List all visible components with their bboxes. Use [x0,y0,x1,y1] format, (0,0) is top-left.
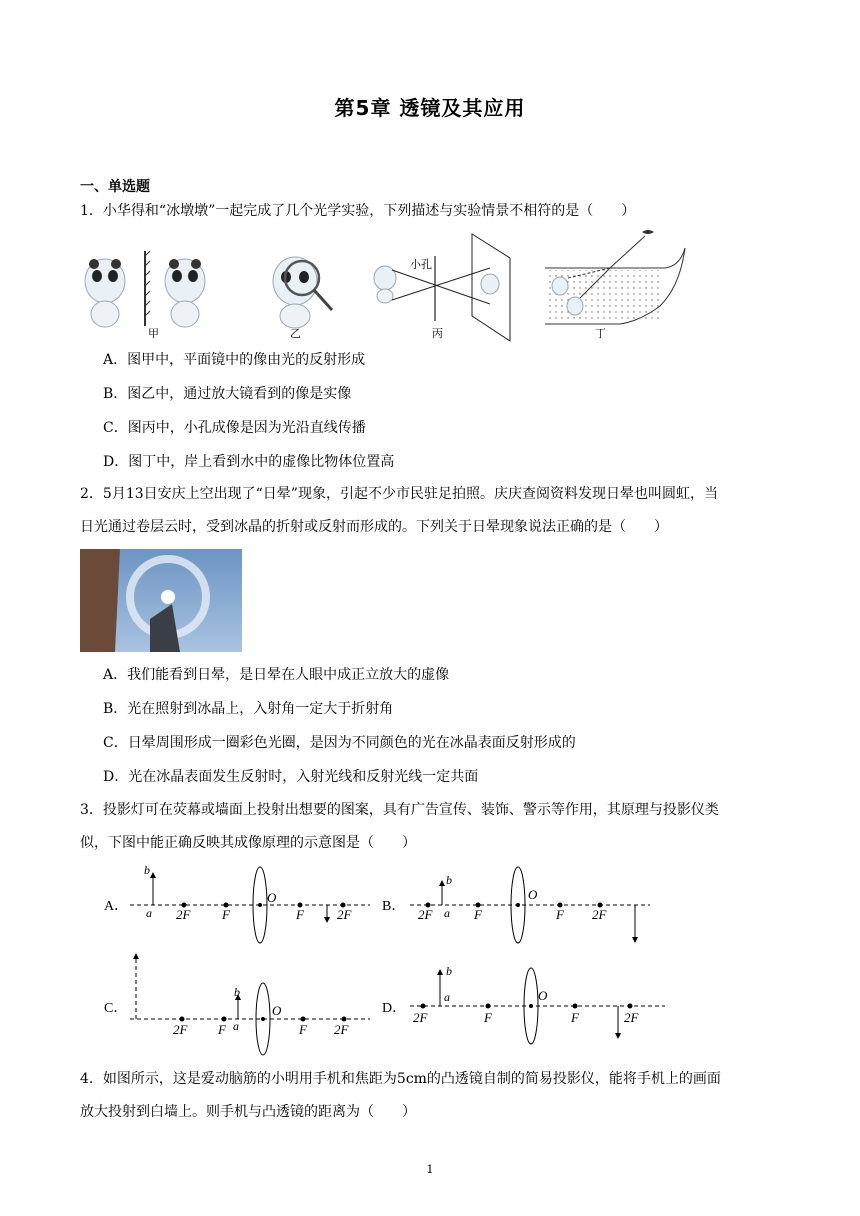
pinhole-label: 小孔 [410,259,432,271]
svg-text:F: F [556,907,564,922]
question-3-stem-line-1: 3．投影灯可在荧幕或墙面上投射出想要的图案，具有广告宣传、装饰、警示等作用，其原理与投影仪类 [80,802,719,818]
svg-text:F: F [222,907,230,922]
svg-text:2F: 2F [413,1010,428,1025]
svg-text:b: b [446,964,452,978]
question-1-option-b: B．图乙中，通过放大镜看到的像是实像 [103,386,352,402]
question-1-stem: 1．小华得和“冰墩墩”一起完成了几个光学实验，下列描述与实验情景不相符的是（ ） [80,203,636,219]
question-2-option-c: C．日晕周围形成一圈彩色光圈，是因为不同颜色的光在冰晶表面反射形成的 [103,735,576,751]
section-heading: 一、单选题 [80,179,150,195]
svg-text:2F: 2F [176,907,191,922]
panda-reflection-icon [165,259,205,327]
svg-text:O: O [528,887,538,902]
figure-label-bing: 丙 [432,328,443,340]
svg-text:2F: 2F [337,907,352,922]
svg-text:F: F [296,907,304,922]
question-1-option-a: A．图甲中，平面镜中的像由光的反射形成 [103,352,366,368]
svg-text:F: F [218,1022,226,1037]
question-4-stem-line-2: 放大投射到白墙上。则手机与凸透镜的距离为（ ） [80,1104,416,1120]
diagram-a-label: A． [104,899,129,914]
water-refraction-diagram [545,230,685,324]
svg-text:a: a [444,906,450,920]
panda-magnifier-icon [273,257,332,328]
svg-text:a: a [233,1019,239,1033]
svg-text:F: F [299,1022,307,1037]
svg-text:2F: 2F [334,1022,349,1037]
svg-text:a: a [444,990,450,1004]
diagram-c-label: C． [104,1001,128,1016]
diagram-b-label: B． [382,899,406,914]
question-1-option-c: C．图丙中，小孔成像是因为光沿直线传播 [103,420,366,436]
sun-halo-photo [80,549,242,652]
panda-icon [85,259,125,327]
question-3-lens-diagrams [100,860,670,1060]
question-2-option-d: D．光在冰晶表面发生反射时，入射光线和反射光线一定共面 [103,769,479,785]
diagram-d-label: D． [382,1001,407,1016]
svg-text:O: O [538,988,548,1003]
svg-text:O: O [272,1003,282,1018]
svg-text:O: O [267,890,277,905]
question-1-figure [80,226,690,346]
svg-text:F: F [571,1010,579,1025]
question-2-option-b: B．光在照射到冰晶上，入射角一定大于折射角 [103,701,394,717]
svg-text:F: F [474,907,482,922]
svg-text:2F: 2F [418,907,433,922]
svg-text:2F: 2F [592,907,607,922]
svg-text:b: b [446,873,452,887]
question-2-option-a: A．我们能看到日晕，是日晕在人眼中成正立放大的虚像 [103,667,450,683]
question-2-stem-line-1: 2．5月13日安庆上空出现了“日晕”现象，引起不少市民驻足拍照。庆庆查阅资料发现日晕也叫圆虹，当 [80,486,718,502]
svg-text:F: F [484,1010,492,1025]
mirror-icon [145,251,150,326]
svg-text:2F: 2F [624,1010,639,1025]
question-3-stem-line-2: 似，下图中能正确反映其成像原理的示意图是（ ） [80,835,416,851]
page-number: 1 [426,1163,434,1176]
svg-text:a: a [146,906,152,920]
svg-text:2F: 2F [173,1022,188,1037]
question-4-stem-line-1: 4．如图所示，这是爱动脑筋的小明用手机和焦距为5cm的凸透镜自制的简易投影仪，能将手机上的画面 [80,1071,721,1087]
question-2-stem-line-2: 日光通过卷层云时，受到冰晶的折射或反射而形成的。下列关于日晕现象说法正确的是（ ） [80,519,668,535]
figure-label-yi: 乙 [290,328,301,340]
question-1-option-d: D．图丁中，岸上看到水中的虚像比物体位置高 [103,454,395,470]
svg-text:b: b [144,863,150,877]
pinhole-diagram [374,234,510,341]
figure-label-ding: 丁 [595,328,606,340]
figure-label-jia: 甲 [148,328,159,340]
page-title: 第5章 透镜及其应用 [334,96,526,120]
svg-text:b: b [234,985,240,999]
